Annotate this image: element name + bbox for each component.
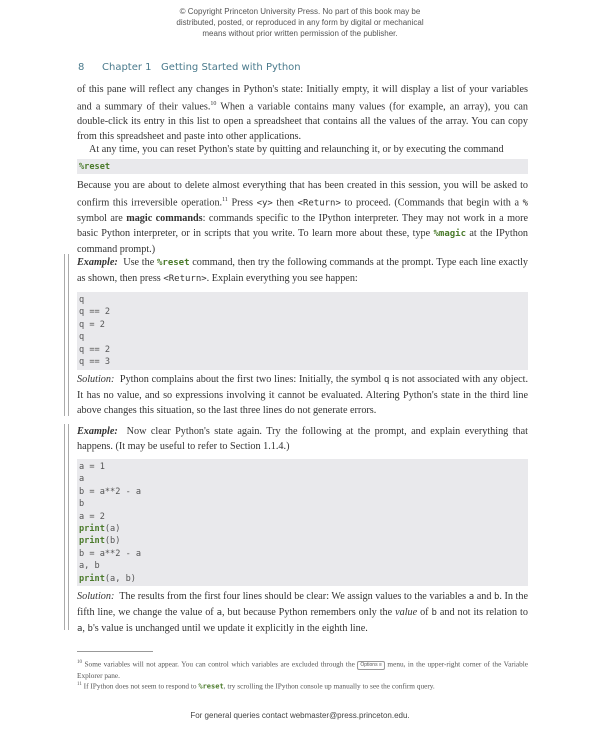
copyright-notice bbox=[0, 6, 600, 39]
inline-code: % bbox=[522, 198, 528, 209]
page-footer: For general queries contact webmaster@press.princeton.edu. bbox=[190, 711, 410, 720]
inline-code: b bbox=[493, 592, 500, 602]
text: , bbox=[82, 623, 88, 634]
inline-code: <y> bbox=[256, 198, 273, 209]
code-line: a bbox=[79, 474, 85, 485]
text: to proceed. (Commands that begin with a bbox=[340, 197, 523, 209]
paragraph-reset-intro: At any time, you can reset Python's state by quitting and relaunching it, or by executing the command bbox=[89, 144, 504, 155]
text: . Explain everything you see happen: bbox=[206, 273, 358, 284]
inline-code: %reset bbox=[156, 258, 190, 268]
text: The results from the first four lines should be clear: We assign values to the variables bbox=[114, 591, 469, 602]
code-line: q bbox=[79, 332, 85, 343]
emphasis: value bbox=[395, 607, 418, 618]
inline-code: b bbox=[431, 608, 437, 618]
code-line: a, b bbox=[79, 561, 100, 572]
copyright-line: © Copyright Princeton University Press. No part of this book may be bbox=[179, 7, 421, 16]
keyword: print bbox=[79, 573, 105, 584]
footnote-number: 11 bbox=[77, 682, 82, 687]
example-1-prompt bbox=[77, 255, 528, 287]
code-block-example-2 bbox=[77, 459, 528, 586]
example-2-solution bbox=[77, 589, 528, 637]
code-line bbox=[79, 573, 528, 585]
text: : commands specific to the IPython interpreter. They may not work in a more basic Python interpreter, or in scripts that you write. To learn more about these, type bbox=[77, 213, 528, 240]
footnote-ref: 11 bbox=[222, 197, 228, 203]
solution-label: Solution: bbox=[77, 591, 115, 602]
example-sidebar-rule bbox=[64, 254, 69, 416]
text: command, then try the following commands at the prompt. Type each line exactly as shown, then press bbox=[77, 257, 528, 284]
chapter-title: Chapter 1 Getting Started with Python bbox=[102, 62, 301, 73]
code-line: b = a**2 - a bbox=[79, 548, 142, 559]
copyright-line: means without prior written permission of the publisher. bbox=[202, 29, 398, 38]
footnote-11 bbox=[77, 679, 528, 692]
paragraph-variable-explorer bbox=[77, 82, 528, 144]
bold-term: magic commands bbox=[126, 213, 203, 225]
text: Because you are about to delete almost everything that has been created in this session, you will be asked to confirm this irreversible operation. bbox=[77, 180, 528, 209]
text: and bbox=[474, 591, 494, 602]
footnote-number: 10 bbox=[77, 660, 82, 665]
text: , but because Python remembers only the bbox=[222, 607, 396, 618]
code-text: (a, b) bbox=[104, 573, 136, 584]
code-line: %reset bbox=[79, 162, 111, 172]
code-line: b bbox=[79, 499, 85, 510]
inline-code: a bbox=[77, 624, 83, 634]
solution-label: Solution: bbox=[77, 374, 115, 385]
code-line: q == 3 bbox=[79, 357, 111, 368]
inline-code: <Return> bbox=[297, 198, 341, 209]
text: Some variables will not appear. You can control which variables are excluded through the bbox=[82, 659, 358, 669]
footnote-10 bbox=[77, 657, 528, 681]
text: Press bbox=[227, 197, 257, 209]
text: of this pane will reflect any changes in Python's state: Initially empty, it will display a list of your variables and a summary of their values. bbox=[77, 84, 528, 113]
code-line: b = a**2 - a bbox=[79, 486, 142, 497]
paragraph-magic-commands bbox=[77, 178, 528, 257]
running-head bbox=[78, 62, 301, 73]
text: 's value is unchanged until we update it explicitly in the eighth line. bbox=[92, 623, 368, 634]
text: menu, in the upper-right corner of the Variable Explorer pane. bbox=[77, 659, 528, 681]
code-text: (a) bbox=[104, 524, 121, 535]
footnote-divider bbox=[77, 651, 153, 652]
example-sidebar-rule bbox=[64, 424, 69, 630]
page-number: 8 bbox=[78, 62, 85, 73]
text: and not its relation to bbox=[436, 607, 528, 618]
inline-code: %reset bbox=[198, 682, 224, 691]
text: Use the bbox=[117, 257, 157, 268]
inline-code: %magic bbox=[433, 229, 466, 240]
code-text: (b) bbox=[104, 536, 121, 547]
code-line: q = 2 bbox=[79, 319, 105, 330]
text: If IPython does not seem to respond to bbox=[81, 681, 199, 691]
example-1-solution bbox=[77, 372, 528, 418]
inline-code: a bbox=[216, 608, 223, 618]
inline-code: <Return> bbox=[163, 274, 207, 284]
code-line: q == 2 bbox=[79, 344, 111, 355]
code-block-example-1 bbox=[77, 292, 528, 370]
inline-code: b bbox=[87, 624, 93, 634]
text: When a variable contains many values (for example, an array), you can double-click its entry in this list to open a spreadsheet that contains all the values of the array. You can copy from this spreadsheet and paste into other applications. bbox=[77, 101, 528, 143]
text: is not associated with any object. It has no value, and so expressions involving it cannot be evaluated. Altering Python's state in the third line above changes this situation, so the last three lines do not generate errors. bbox=[77, 374, 528, 416]
inline-code: a bbox=[468, 592, 475, 602]
inline-code: q bbox=[383, 375, 390, 385]
text: Now clear Python's state again. Try the following at the prompt, and explain everything that happens. (It may be useful to refer to Section 1.1.4.) bbox=[77, 426, 531, 452]
text: of bbox=[417, 607, 432, 618]
text: symbol are bbox=[77, 213, 127, 225]
text: Python complains about the first two lines: Initially, the symbol bbox=[114, 374, 384, 385]
code-line: q bbox=[79, 295, 85, 305]
example-label: Example: bbox=[77, 257, 118, 268]
keyword: print bbox=[79, 524, 105, 535]
example-label: Example: bbox=[77, 426, 118, 437]
code-line bbox=[79, 535, 528, 547]
text: , try scrolling the IPython console up manually to see the confirm query. bbox=[223, 681, 435, 691]
code-line: a = 2 bbox=[79, 511, 105, 522]
keyword: print bbox=[79, 536, 105, 547]
footnote-ref: 10 bbox=[210, 101, 217, 107]
code-line: q == 2 bbox=[79, 307, 111, 318]
text: . In the fifth line, we change the value of bbox=[77, 591, 528, 618]
example-2-prompt bbox=[77, 424, 531, 454]
code-line bbox=[79, 523, 528, 535]
copyright-line: distributed, posted, or reproduced in any form by digital or mechanical bbox=[176, 18, 424, 27]
options-menu-button-image: Options ≡ bbox=[357, 661, 385, 670]
text: at the IPython command prompt.) bbox=[77, 228, 529, 256]
text: then bbox=[272, 197, 298, 209]
code-line: a = 1 bbox=[79, 462, 105, 472]
code-block-reset bbox=[77, 159, 528, 174]
